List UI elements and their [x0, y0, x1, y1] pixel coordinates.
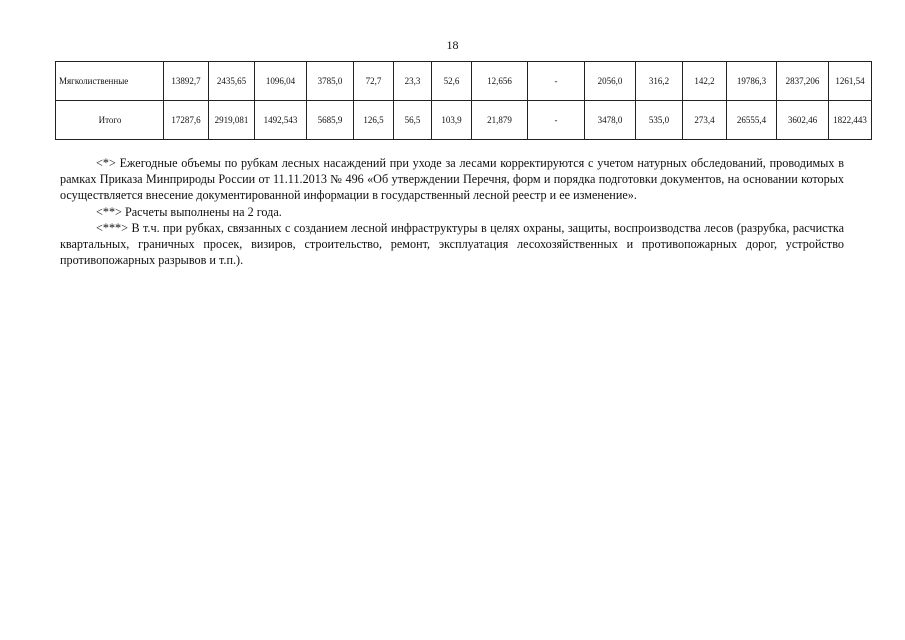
- table-cell: 12,656: [472, 62, 528, 101]
- page-number: 18: [446, 38, 459, 52]
- table-cell: 2435,65: [209, 62, 255, 101]
- table-cell: 535,0: [636, 101, 683, 140]
- table-cell: 1822,443: [829, 101, 872, 140]
- table-cell: -: [528, 62, 585, 101]
- table-cell: 273,4: [683, 101, 727, 140]
- table-cell: 126,5: [354, 101, 394, 140]
- table-cell: 23,3: [394, 62, 432, 101]
- table-cell: 3602,46: [777, 101, 829, 140]
- table-cell: 5685,9: [307, 101, 354, 140]
- table-cell: 3478,0: [585, 101, 636, 140]
- table-cell: 1261,54: [829, 62, 872, 101]
- table-cell: 19786,3: [727, 62, 777, 101]
- table-cell: 72,7: [354, 62, 394, 101]
- table-cell: 21,879: [472, 101, 528, 140]
- table-cell: 2837,206: [777, 62, 829, 101]
- table-cell: 142,2: [683, 62, 727, 101]
- table-cell: 2056,0: [585, 62, 636, 101]
- table-row: [56, 62, 872, 101]
- row-label: Мягколиственные: [56, 62, 164, 101]
- table-cell: 26555,4: [727, 101, 777, 140]
- footnotes: [60, 155, 844, 268]
- footnote-2: <**> Расчеты выполнены на 2 года.: [96, 204, 282, 219]
- table-cell: 1492,543: [255, 101, 307, 140]
- table-cell: -: [528, 101, 585, 140]
- footnote-1: <*> Ежегодные объемы по рубкам лесных насаждений при уходе за лесами корректируются с учетом натурных обследований, проводимых в рамках Приказа Минприроды России от 11.11.2013 № 496 «Об утверждении Перечня, форм и порядка подготовки документов, на основании которых осуществляется внесение документированной информации в государственный лесной реестр и ее изменение».: [60, 156, 844, 203]
- table-row-total: [56, 101, 872, 140]
- data-table: [55, 61, 872, 140]
- table-cell: 1096,04: [255, 62, 307, 101]
- table-cell: 56,5: [394, 101, 432, 140]
- table-cell: 13892,7: [164, 62, 209, 101]
- table-cell: 52,6: [432, 62, 472, 101]
- table-cell: 3785,0: [307, 62, 354, 101]
- table-cell: 103,9: [432, 101, 472, 140]
- table-cell: 17287,6: [164, 101, 209, 140]
- table-cell: 316,2: [636, 62, 683, 101]
- footnote-3: <***> В т.ч. при рубках, связанных с созданием лесной инфраструктуры в целях охраны, защиты, воспроизводства лесов (разрубка, расчистка квартальных, граничных просек, визиров, строительство, ремонт, эксплуатация лесохозяйственных и противопожарных дорог, устройство противопожарных разрывов и т.п.).: [60, 220, 844, 268]
- table-cell: 2919,081: [209, 101, 255, 140]
- row-label: Итого: [56, 101, 164, 140]
